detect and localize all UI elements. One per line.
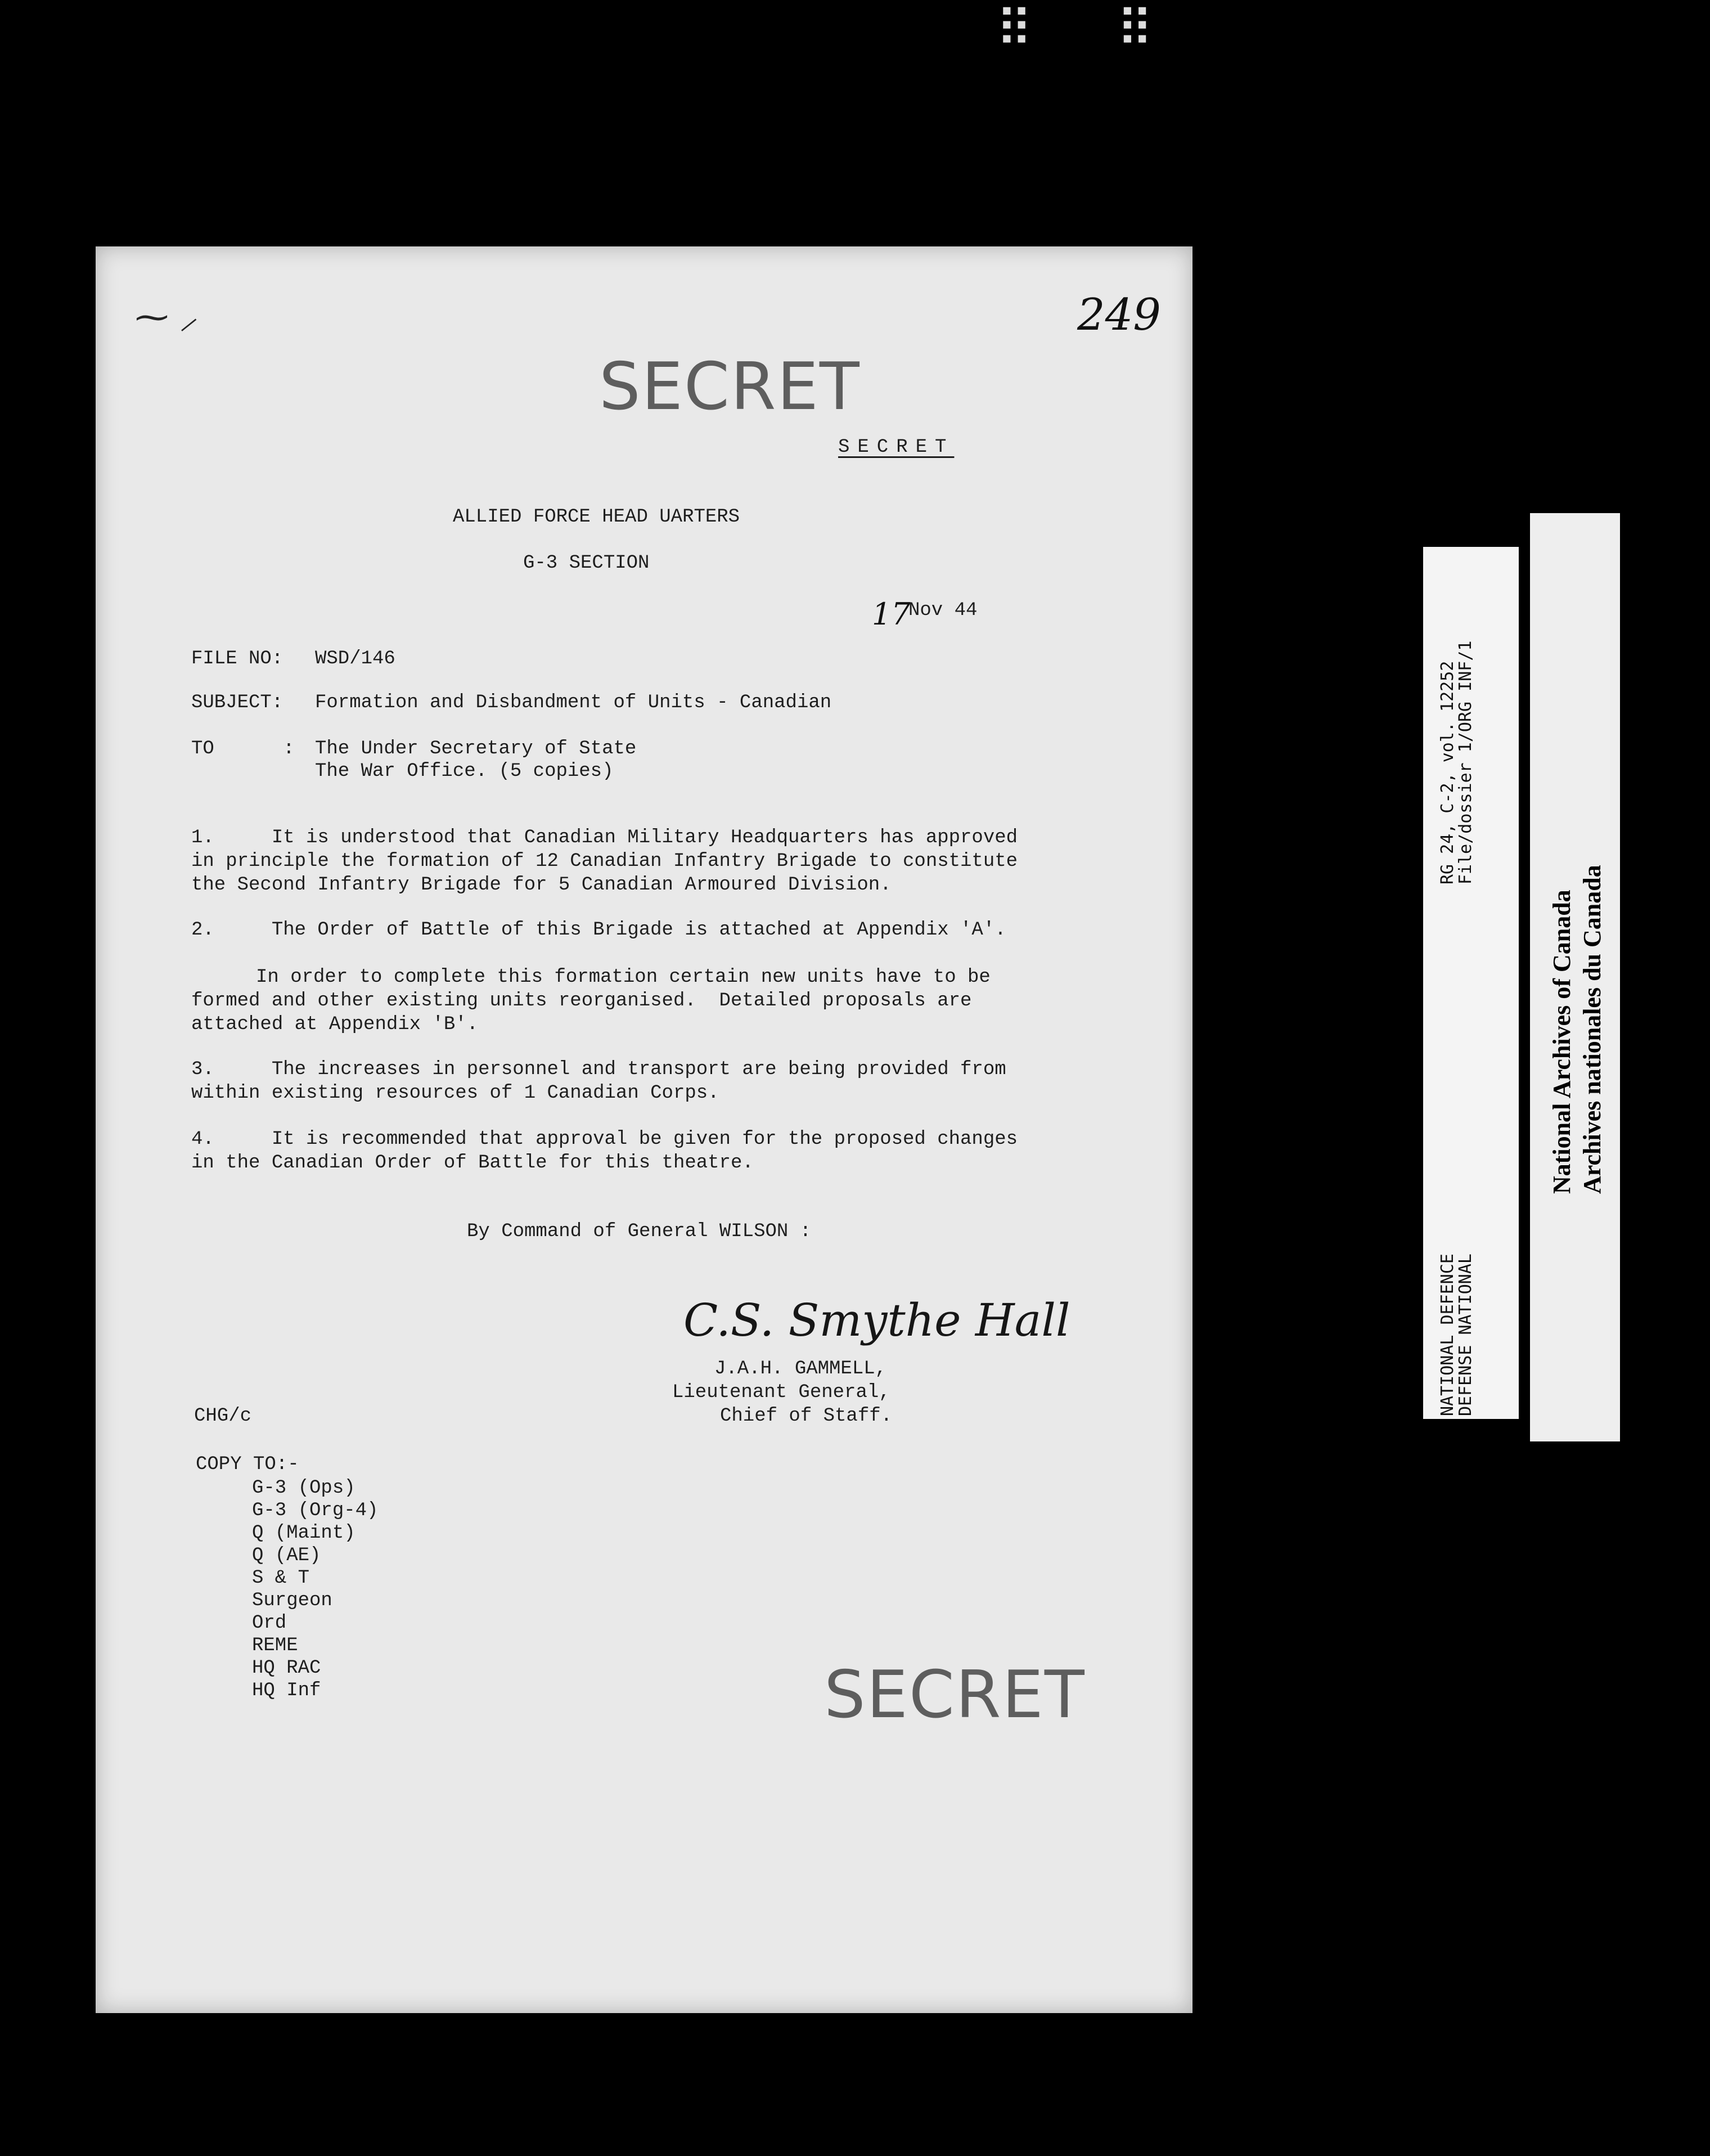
file-no-label: FILE NO: (191, 648, 284, 670)
date-handwritten-day: 17 (872, 596, 911, 632)
secret-stamp-bottom: SECRET (824, 1657, 1086, 1733)
rg-reference (1439, 641, 1475, 884)
handwritten-page-number: 249 (1077, 290, 1161, 340)
paragraph-line: formed and other existing units reorganised. Detailed proposals are (191, 990, 972, 1012)
subject-value: Formation and Disbandment of Units - Canadian (315, 692, 832, 713)
copy-to-item: G-3 (Ops) (252, 1477, 356, 1499)
copy-to-item: Q (Maint) (252, 1522, 356, 1544)
section-title: G-3 SECTION (523, 553, 650, 574)
to-line-1: The Under Secretary of State (315, 738, 637, 760)
handwritten-scribble: ⁓ ⸝ (135, 298, 197, 337)
classification-heading: SECRET (838, 437, 955, 458)
paragraph-line: within existing resources of 1 Canadian Corps. (191, 1083, 719, 1104)
copy-to-item: S & T (252, 1567, 310, 1589)
department-label (1439, 1254, 1475, 1416)
secret-stamp-top: SECRET (599, 349, 861, 425)
paragraph-line: in principle the formation of 12 Canadian Infantry Brigade to constitute (191, 851, 1018, 872)
rg-line-1: RG 24, C-2, vol. 12252 (1438, 661, 1457, 884)
signatory-rank: Lieutenant General, (672, 1382, 890, 1403)
department-line-2: DEFENSE NATIONAL (1456, 1254, 1475, 1416)
signatory-name: J.A.H. GAMMELL, (714, 1358, 887, 1380)
handwritten-signature: C.S. Smythe Hall (683, 1294, 1070, 1346)
copy-to-item: Ord (252, 1612, 287, 1634)
reference-label-card (1423, 547, 1519, 1419)
paragraph-line: 4. It is recommended that approval be given for the proposed changes (191, 1129, 1018, 1150)
paragraph-line: in the Canadian Order of Battle for this theatre. (191, 1152, 754, 1174)
copy-to-item: HQ Inf (252, 1680, 321, 1701)
department-line-1: NATIONAL DEFENCE (1438, 1254, 1457, 1416)
rg-line-2: File/dossier 1/ORG INF/1 (1456, 640, 1475, 884)
command-line: By Command of General WILSON : (467, 1221, 812, 1242)
archives-label (1547, 865, 1608, 1194)
copy-to-item: Surgeon (252, 1590, 332, 1611)
copy-to-item: REME (252, 1635, 298, 1656)
copy-to-item: G-3 (Org-4) (252, 1500, 379, 1521)
to-line-2: The War Office. (5 copies) (315, 761, 614, 782)
subject-label: SUBJECT: (191, 692, 284, 713)
reference-code: CHG/c (194, 1405, 252, 1427)
document-date: Nov 44 (908, 600, 978, 621)
headquarters-title: ALLIED FORCE HEAD UARTERS (453, 506, 740, 528)
file-no-value: WSD/146 (315, 648, 395, 670)
paragraph-line: the Second Infantry Brigade for 5 Canadian Armoured Division. (191, 874, 892, 896)
archives-label-card (1530, 513, 1620, 1441)
film-frame-marks: ⠿ ⠿ (996, 0, 1187, 59)
paragraph-line: 2. The Order of Battle of this Brigade is attached at Appendix 'A'. (191, 919, 1006, 941)
copy-to-item: HQ RAC (252, 1658, 321, 1679)
copy-to-label: COPY TO:- (196, 1454, 299, 1475)
paragraph-line: 3. The increases in personnel and transport are being provided from (191, 1059, 1006, 1080)
to-label: TO : (191, 738, 295, 760)
archives-line-2: Archives nationales du Canada (1578, 865, 1606, 1194)
signatory-title: Chief of Staff. (720, 1405, 893, 1427)
paragraph-line: attached at Appendix 'B'. (191, 1014, 479, 1035)
paragraph-line: In order to complete this formation certain new units have to be (256, 967, 991, 988)
paragraph-line: 1. It is understood that Canadian Military Headquarters has approved (191, 827, 1018, 848)
copy-to-item: Q (AE) (252, 1545, 321, 1566)
archives-line-1: National Archives of Canada (1548, 890, 1576, 1194)
